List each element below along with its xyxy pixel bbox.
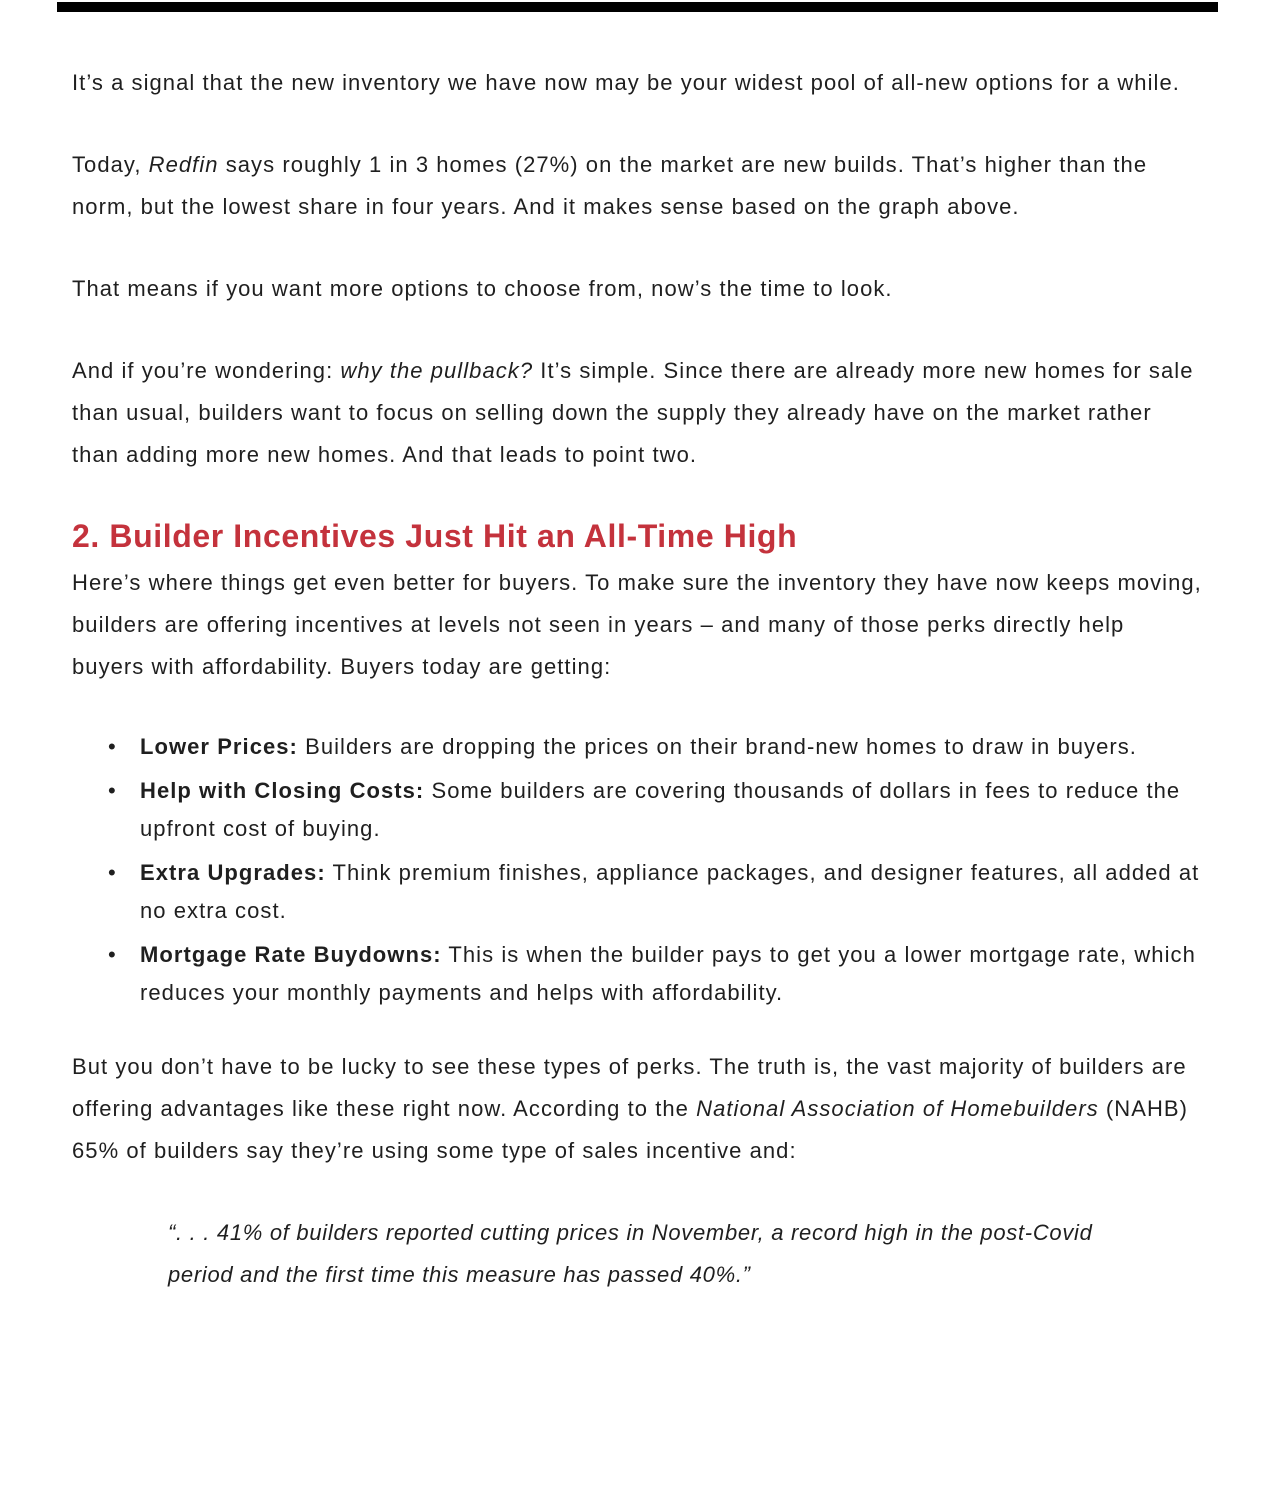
list-item-lead: Help with Closing Costs:: [140, 778, 425, 803]
text-run: But you don’t have to be lucky to see these types of perks. The truth is, the vast majority of builders are offering advantages like these right now. According to the: [72, 1054, 1187, 1121]
list-item-lead: Mortgage Rate Buydowns:: [140, 942, 442, 967]
list-item: [72, 936, 1203, 1012]
text-run: says roughly 1 in 3 homes (27%) on the market are new builds. That’s higher than the norm, but the lowest share in four years. And it makes sense based on the graph above.: [72, 152, 1148, 219]
text-run: And if you’re wondering:: [72, 358, 341, 383]
text-run: Here’s where things get even better for buyers. To make sure the inventory they have now keeps moving, builders are offering incentives at levels not seen in years – and many of those perks directly help buyers with affordability. Buyers today are getting:: [72, 570, 1202, 679]
section-heading: 2. Builder Incentives Just Hit an All-Time High: [72, 518, 798, 554]
text-run: Some builders are covering thousands of dollars in fees to reduce the upfront cost of buying.: [140, 778, 1181, 841]
pull-quote: [168, 1212, 1118, 1296]
italic-text: Redfin: [148, 152, 219, 177]
text-run: That means if you want more options to choose from, now’s the time to look.: [72, 276, 893, 301]
text-run: This is when the builder pays to get you a lower mortgage rate, which reduces your monthly payments and helps with affordability.: [140, 942, 1196, 1005]
text-run: It’s a signal that the new inventory we have now may be your widest pool of all-new options for a while.: [72, 70, 1180, 95]
text-run: Builders are dropping the prices on their brand-new homes to draw in buyers.: [297, 734, 1137, 759]
paragraph-3: [72, 268, 1203, 310]
list-item: [72, 772, 1203, 848]
paragraph-2: [72, 144, 1203, 228]
text-run: “. . . 41% of builders reported cutting prices in November, a record high in the post-Covid period and the first time this measure has passed 40%.”: [168, 1220, 1093, 1287]
incentives-list: [72, 728, 1203, 1012]
list-item-lead: Lower Prices:: [140, 734, 298, 759]
paragraph-6: [72, 562, 1203, 688]
text-run: It’s simple. Since there are already more new homes for sale than usual, builders want to focus on selling down the supply they already have on the market rather than adding more new homes. And that leads to point two.: [72, 358, 1194, 467]
text-run: Think premium finishes, appliance packages, and designer features, all added at no extra cost.: [140, 860, 1200, 923]
text-run: Today,: [72, 152, 149, 177]
paragraph-1: [72, 62, 1203, 104]
list-item: [72, 854, 1203, 930]
paragraph-8: [72, 1046, 1203, 1172]
paragraph-4: [72, 350, 1203, 476]
italic-text: why the pullback?: [340, 358, 534, 383]
list-item: [72, 728, 1203, 766]
list-item-lead: Extra Upgrades:: [140, 860, 326, 885]
italic-text: National Association of Homebuilders: [696, 1096, 1099, 1121]
text-run: (NAHB) 65% of builders say they’re using some type of sales incentive and:: [72, 1096, 1189, 1163]
